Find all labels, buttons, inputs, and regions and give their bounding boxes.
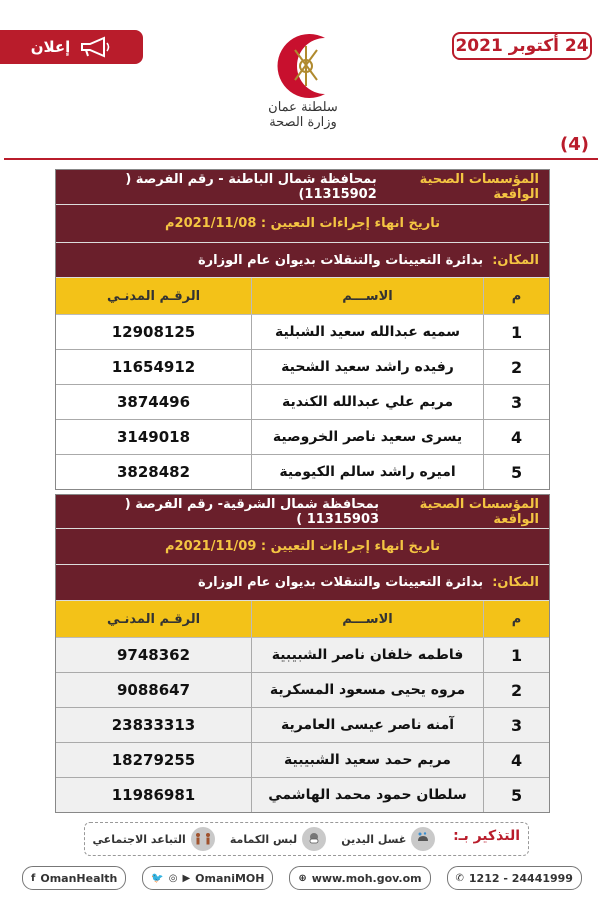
row-number: 1 <box>483 638 549 672</box>
table-row <box>56 385 549 420</box>
table-title-label: المؤسسات الصحية الواقعة <box>419 496 539 527</box>
row-civil-id: 12908125 <box>111 323 196 341</box>
facebook-handle[interactable] <box>22 866 126 890</box>
ministry-name <box>248 100 358 130</box>
reminder-hand-wash <box>341 827 435 851</box>
row-civil-id: 3149018 <box>116 428 191 446</box>
location-value: بدائرة التعيينات والتنقلات بديوان عام الوزارة <box>198 252 484 268</box>
table-row <box>56 673 549 708</box>
row-number: 3 <box>483 708 549 742</box>
column-header-name: الاســـم <box>251 601 483 637</box>
table-row <box>56 708 549 743</box>
phone-number[interactable] <box>447 866 582 890</box>
globe-icon: ⊕ <box>298 872 307 884</box>
row-number: 3 <box>483 385 549 419</box>
table-row <box>56 420 549 455</box>
table-row <box>56 638 549 673</box>
appointments-table-north-batinah <box>55 169 550 490</box>
website-text: www.moh.gov.om <box>311 871 422 885</box>
reminder-text: التباعد الاجتماعي <box>92 832 186 846</box>
location-label: المكان: <box>492 575 539 590</box>
row-civil-id: 18279255 <box>111 751 196 769</box>
table-row <box>56 743 549 778</box>
row-number: 2 <box>483 673 549 707</box>
reminder-text: غسل اليدين <box>341 832 407 846</box>
table-title-rest: بمحافظة شمال الشرقية- رقم الفرصة ( 11315903 ) <box>124 496 380 527</box>
column-header-civil-id: الرقـم المدنـي <box>106 288 201 304</box>
row-civil-id: 11654912 <box>111 358 196 376</box>
row-number: 4 <box>483 420 549 454</box>
distancing-icon <box>191 827 215 851</box>
row-civil-id: 11986981 <box>111 786 196 804</box>
announcement-badge <box>0 30 143 64</box>
location-band <box>56 243 549 278</box>
column-header-number: م <box>483 278 549 314</box>
row-civil-id: 23833313 <box>111 716 196 734</box>
row-name: مروه يحيى مسعود المسكرية <box>251 673 483 707</box>
reminder-text: لبس الكمامة <box>229 832 298 846</box>
deadline-band <box>56 205 549 243</box>
table-row <box>56 315 549 350</box>
column-header-civil-id: الرقـم المدنـي <box>106 611 201 627</box>
table-row <box>56 350 549 385</box>
row-name: سميه عبدالله سعيد الشبلية <box>251 315 483 349</box>
table-title-rest: بمحافظة شمال الباطنة - رقم الفرصة ( 11315902) <box>125 172 377 202</box>
location-value: بدائرة التعيينات والتنقلات بديوان عام الوزارة <box>198 575 484 590</box>
reminder-label: التذكير بـ: <box>448 828 522 844</box>
row-civil-id: 3874496 <box>116 393 191 411</box>
table-title-label: المؤسسات الصحية الواقعة <box>419 172 539 202</box>
reminder-distancing <box>93 827 215 851</box>
table-row <box>56 778 549 812</box>
location-band <box>56 565 549 601</box>
hand-wash-icon <box>411 827 435 851</box>
row-civil-id: 3828482 <box>116 463 191 481</box>
row-name: فاطمه خلفان ناصر الشبيبية <box>251 638 483 672</box>
row-name: يسرى سعيد ناصر الخروصية <box>251 420 483 454</box>
row-name: اميره راشد سالم الكيومية <box>251 455 483 489</box>
table-title-band <box>56 170 549 205</box>
row-name: سلطان حمود محمد الهاشمي <box>251 778 483 812</box>
twitter-icon: 🐦 <box>151 872 164 884</box>
row-number: 5 <box>483 455 549 489</box>
ministry-line-1: سلطنة عمان <box>268 100 338 115</box>
column-header-name: الاســـم <box>251 278 483 314</box>
column-header-row <box>56 601 549 638</box>
announcement-label: إعلان <box>30 38 71 56</box>
instagram-icon: ◎ <box>168 872 178 884</box>
ministry-line-2: وزارة الصحة <box>269 115 337 130</box>
deadline-text: تاريخ انهاء إجراءات التعيين : 2021/11/09م <box>165 539 440 554</box>
row-number: 5 <box>483 778 549 812</box>
row-civil-id: 9088647 <box>116 681 191 699</box>
table-title-band <box>56 495 549 529</box>
social-handle[interactable] <box>142 866 273 890</box>
table-row <box>56 455 549 489</box>
row-number: 4 <box>483 743 549 777</box>
facebook-icon: f <box>31 872 36 884</box>
phone-text: 1212 - 24441999 <box>468 871 573 885</box>
row-name: آمنه ناصر عيسى العامرية <box>251 708 483 742</box>
row-number: 2 <box>483 350 549 384</box>
column-header-number: م <box>483 601 549 637</box>
row-number: 1 <box>483 315 549 349</box>
column-header-row <box>56 278 549 315</box>
page-number: (4) <box>560 134 589 155</box>
deadline-band <box>56 529 549 565</box>
reminder-mask <box>230 827 326 851</box>
row-civil-id: 9748362 <box>116 646 191 664</box>
location-label: المكان: <box>492 252 539 268</box>
website-link[interactable] <box>289 866 430 890</box>
header-divider <box>4 158 598 160</box>
social-handle-text: OmaniMOH <box>195 871 265 885</box>
youtube-icon: ▶ <box>182 872 191 884</box>
row-name: مريم حمد سعيد الشبيبية <box>251 743 483 777</box>
announcement-date: 24 أكتوبر 2021 <box>452 32 592 60</box>
deadline-text: تاريخ انهاء إجراءات التعيين : 2021/11/08م <box>165 216 440 231</box>
phone-icon: ✆ <box>455 872 464 884</box>
row-name: رفيده راشد سعيد الشحية <box>251 350 483 384</box>
mask-icon <box>302 827 326 851</box>
row-name: مريم علي عبدالله الكندية <box>251 385 483 419</box>
appointments-table-north-sharqiyah <box>55 494 550 813</box>
megaphone-icon <box>78 36 112 58</box>
footer-contacts <box>0 866 604 890</box>
facebook-handle-text: OmanHealth <box>40 871 118 885</box>
